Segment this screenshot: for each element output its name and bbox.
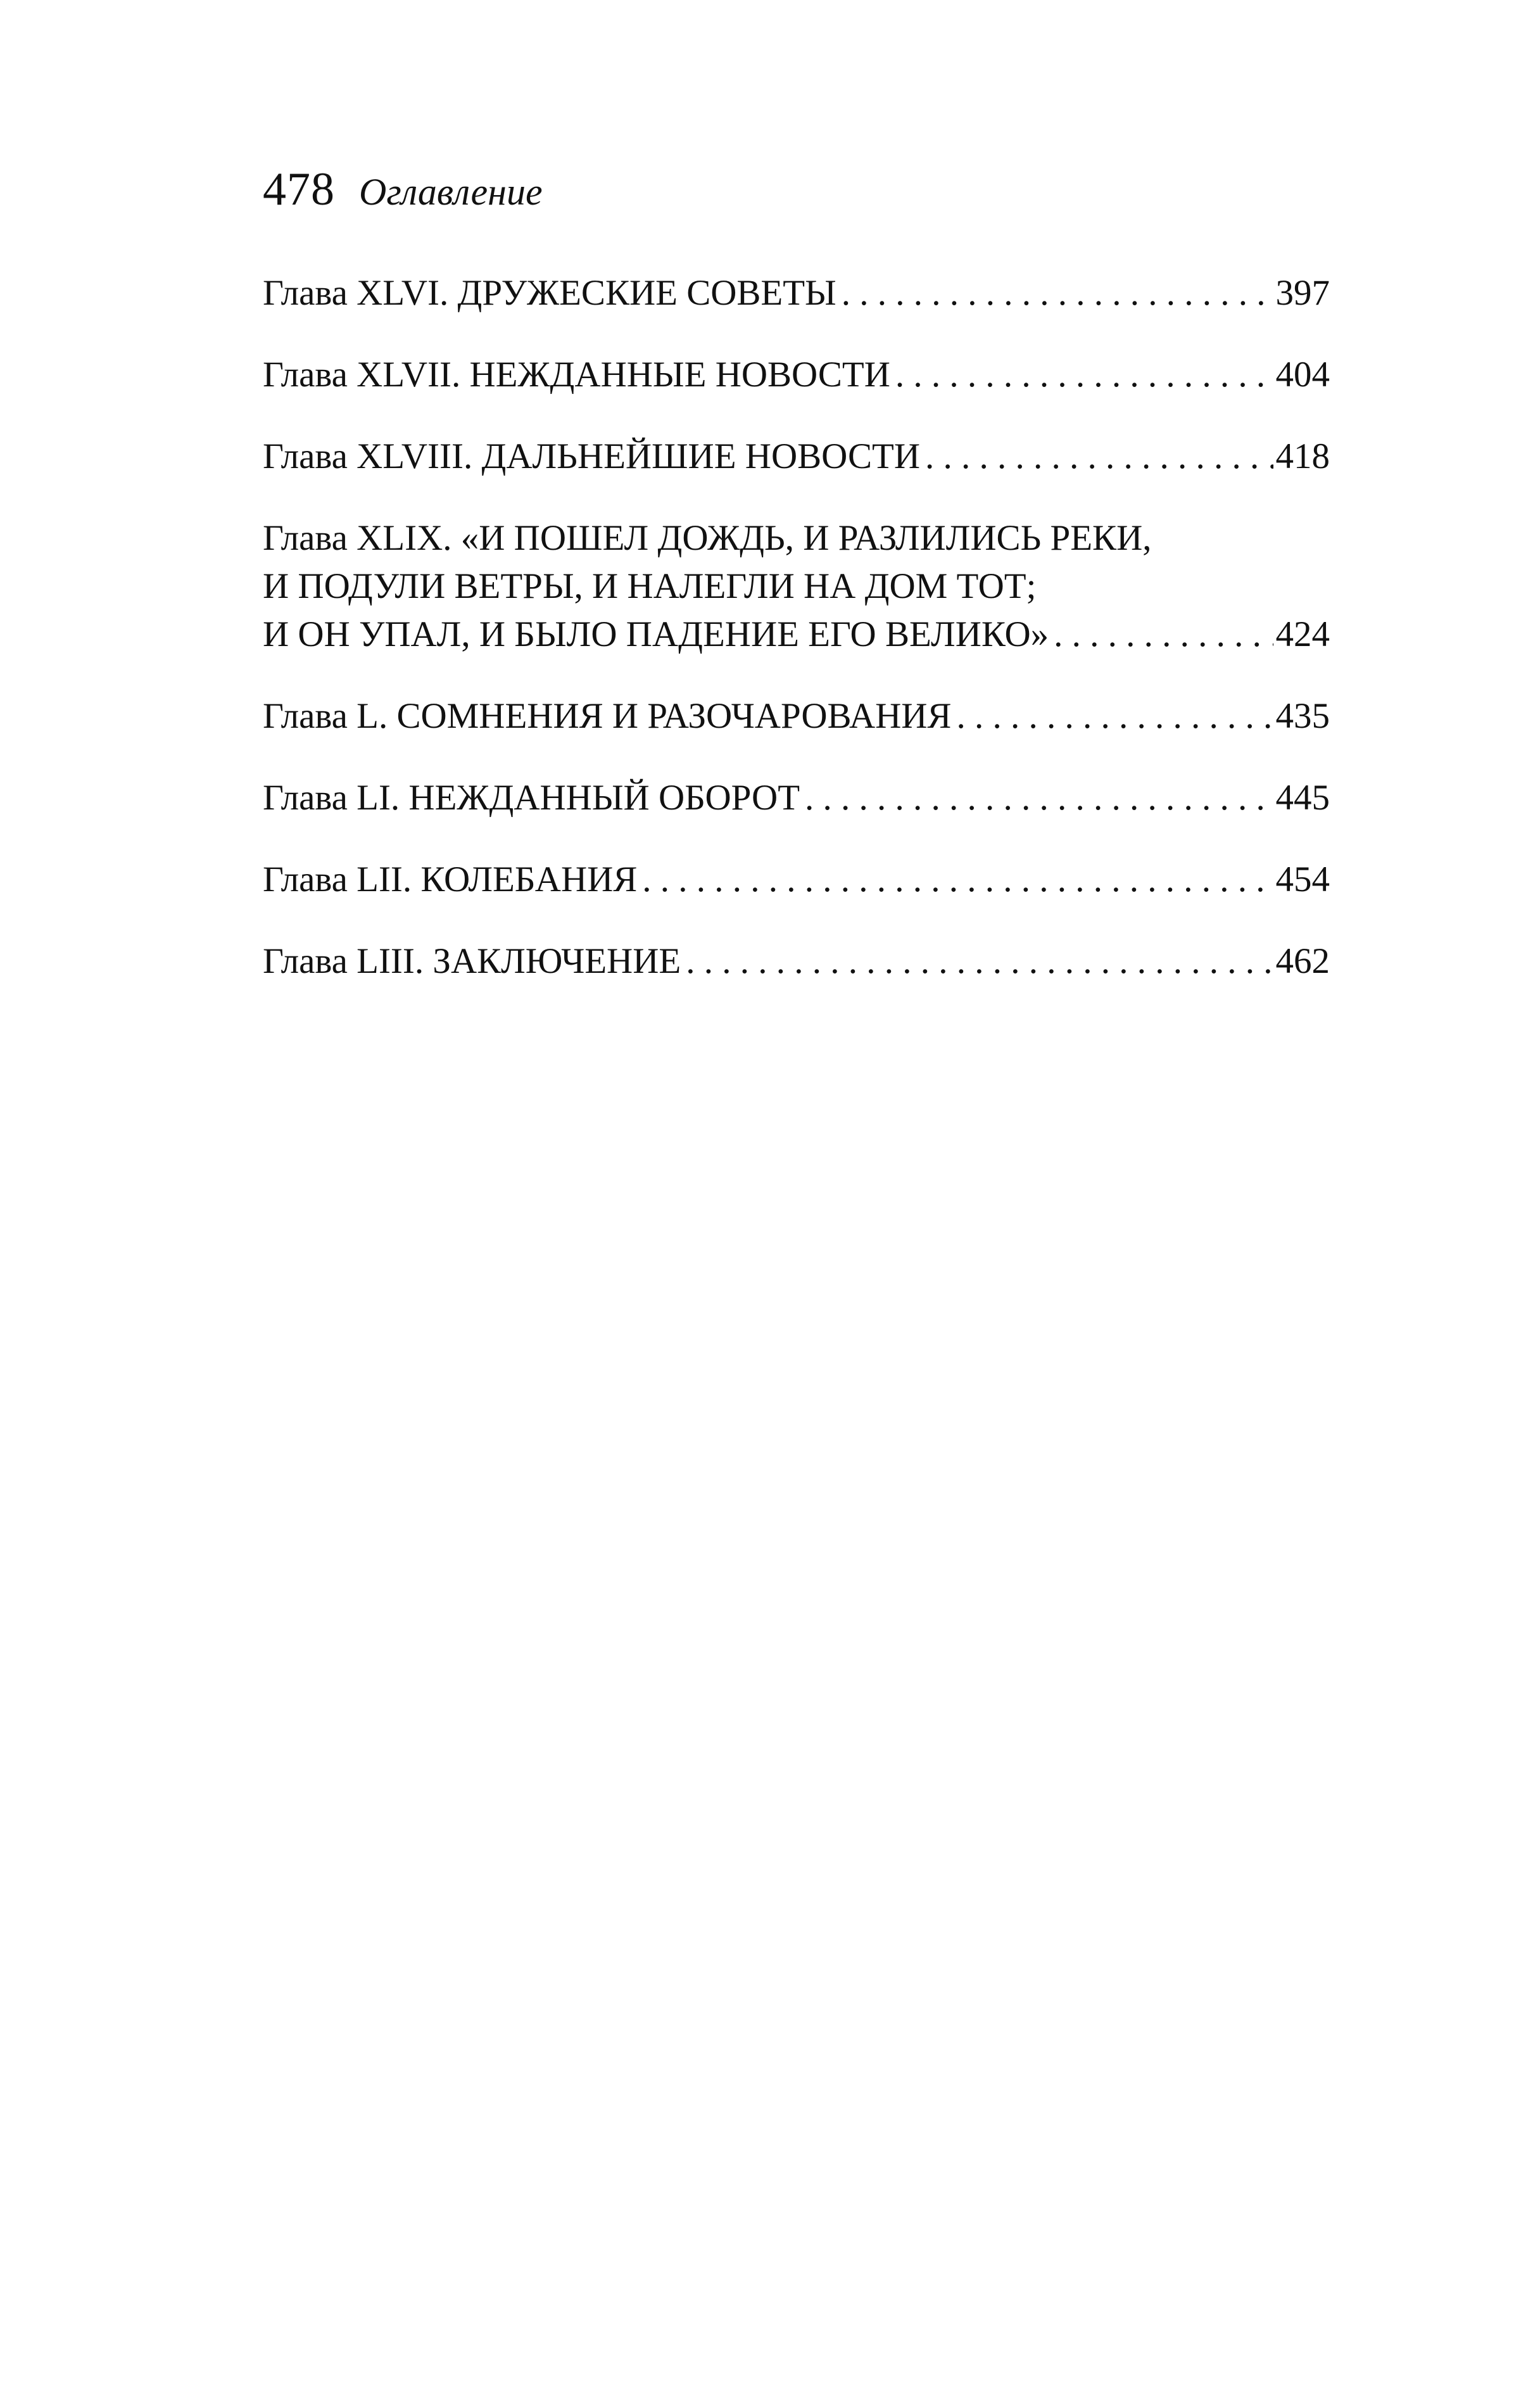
toc-entry-page-number: 445 bbox=[1275, 778, 1330, 818]
toc-entry-title-line: Глава LIII. ЗАКЛЮЧЕНИЕ bbox=[263, 941, 681, 981]
toc-entry bbox=[263, 937, 1330, 986]
dot-leader bbox=[895, 351, 1273, 399]
dot-leader bbox=[925, 433, 1273, 481]
toc-entry bbox=[263, 351, 1330, 399]
toc-entry-page-number: 418 bbox=[1275, 436, 1330, 476]
toc-entry-title-line: Глава LI. НЕЖДАННЫЙ ОБОРОТ bbox=[263, 778, 800, 818]
toc-entry-row bbox=[263, 351, 1330, 399]
toc-entry-page-number: 424 bbox=[1275, 614, 1330, 654]
toc-entry-title-line: Глава XLVIII. ДАЛЬНЕЙШИЕ НОВОСТИ bbox=[263, 436, 920, 476]
running-header bbox=[263, 163, 543, 215]
toc-entry-row bbox=[263, 433, 1330, 481]
toc-entry bbox=[263, 433, 1330, 481]
toc-entry bbox=[263, 692, 1330, 740]
toc-entry-row bbox=[263, 269, 1330, 317]
toc-entry-page-number: 397 bbox=[1275, 273, 1330, 313]
toc-entry-title-line: Глава XLVII. НЕЖДАННЫЕ НОВОСТИ bbox=[263, 355, 890, 395]
table-of-contents bbox=[263, 269, 1330, 1019]
toc-entry bbox=[263, 856, 1330, 904]
toc-entry-title-line: И ОН УПАЛ, И БЫЛО ПАДЕНИЕ ЕГО ВЕЛИКО» bbox=[263, 614, 1049, 654]
toc-entry bbox=[263, 774, 1330, 822]
toc-entry-row bbox=[263, 774, 1330, 822]
dot-leader bbox=[642, 856, 1273, 904]
toc-entry bbox=[263, 269, 1330, 317]
toc-entry-title-line: Глава LII. КОЛЕБАНИЯ bbox=[263, 859, 638, 899]
toc-entry-row bbox=[263, 856, 1330, 904]
toc-entry-title-line: Глава XLIX. «И ПОШЕЛ ДОЖДЬ, И РАЗЛИЛИСЬ РЕКИ, bbox=[263, 518, 1152, 558]
toc-entry bbox=[263, 514, 1330, 659]
toc-entry-page-number: 454 bbox=[1275, 859, 1330, 899]
toc-entry-row bbox=[263, 611, 1330, 659]
toc-entry-row bbox=[263, 692, 1330, 740]
toc-entry-row bbox=[263, 937, 1330, 986]
toc-entry-page-number: 404 bbox=[1275, 355, 1330, 395]
dot-leader bbox=[842, 269, 1273, 317]
running-title: Оглавление bbox=[359, 171, 543, 213]
dot-leader bbox=[686, 937, 1273, 986]
toc-entry-page-number: 435 bbox=[1275, 696, 1330, 736]
page-number: 478 bbox=[263, 163, 335, 215]
dot-leader bbox=[1054, 611, 1273, 659]
dot-leader bbox=[805, 774, 1273, 822]
toc-entry-title-line: Глава XLVI. ДРУЖЕСКИЕ СОВЕТЫ bbox=[263, 273, 836, 313]
toc-entry-title-line: И ПОДУЛИ ВЕТРЫ, И НАЛЕГЛИ НА ДОМ ТОТ; bbox=[263, 566, 1037, 606]
dot-leader bbox=[956, 692, 1273, 740]
toc-entry-title-line: Глава L. СОМНЕНИЯ И РАЗОЧАРОВАНИЯ bbox=[263, 696, 952, 736]
toc-entry-page-number: 462 bbox=[1275, 941, 1330, 981]
